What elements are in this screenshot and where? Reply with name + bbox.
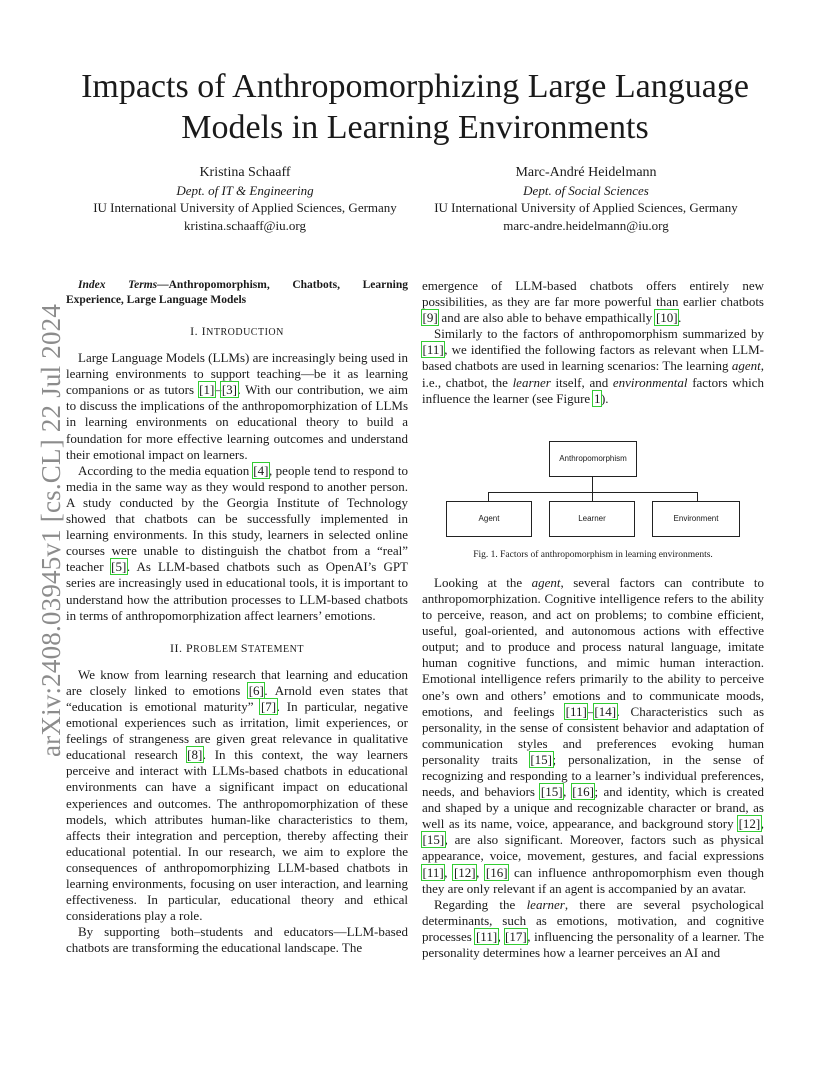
citation-link[interactable]: [15] bbox=[530, 751, 553, 767]
arxiv-identifier-stamp bbox=[0, 0, 66, 1072]
figure-anthropomorphism-factors bbox=[422, 421, 764, 541]
agent-paragraph: Looking at the agent, several factors can contribute to anthropomorphization. Cognitive intelligence refers to the ability to perceive, reason, and act on problems; to combine efficient, useful, goal-oriented, and autonomous actions with effective output; and to produce and process natural language, imitate human cognitive functions, and mimic human interaction. Emotional intelligence refers primarily to the ability to perceive one’s own and others’ emotions and to communicate moods, emotions, and feelings [11]–[14]. Characteristics such as personality, in the sense of consistent behavior and adaptation of communication styles and preferences evoking human personality traits [15]; personalization, in the sense of recognizing and responding to a learner’s individual preferences, needs, and behaviors [15], [16]; and identity, which is created and shaped by a unique and recognizable character or brand, as well as its name, voice, appearance, and background story [12], [15], are also significant. Moreover, factors such as physical appearance, voice, movement, gestures, and facial expressions [11], [12], [16] can influence anthropomorphism even though they are only relevant if an agent is accompanied by an avatar. bbox=[422, 574, 765, 896]
author-name: Marc-André Heidelmann bbox=[515, 165, 657, 180]
author-block-2 bbox=[411, 164, 761, 234]
citation-link[interactable]: [14] bbox=[594, 703, 617, 719]
citation-link[interactable]: [10] bbox=[655, 310, 678, 326]
author-department: Dept. of Social Sciences bbox=[523, 182, 649, 198]
section-heading-problem-statement: II. PROBLEM STATEMENT bbox=[169, 640, 304, 655]
index-terms bbox=[66, 278, 408, 307]
diagram-connector bbox=[592, 492, 593, 501]
paper-title: Impacts of Anthropomorphizing Large Language Models in Learning Environments bbox=[81, 68, 749, 146]
citation-link[interactable]: [7] bbox=[260, 698, 277, 714]
citation-link[interactable]: [15] bbox=[422, 832, 445, 848]
diagram-connector bbox=[488, 492, 489, 501]
citation-link[interactable]: [16] bbox=[485, 864, 508, 880]
index-terms-list: —Anthropomorphism, Chatbots, Learning Experience, Large Language Models bbox=[66, 279, 408, 306]
left-column bbox=[66, 278, 408, 956]
diagram-connector bbox=[697, 492, 698, 501]
author-name: Kristina Schaaff bbox=[199, 165, 291, 180]
figure-caption: Fig. 1. Factors of anthropomorphism in learning environments. bbox=[473, 549, 713, 560]
problem-paragraph-3: Similarly to the factors of anthropomorphism summarized by [11], we identified the following factors as relevant when LLM-based chatbots are used in learning scenarios: The learning agent, i.e., chatbot, the learner itself, and environmental factors which influence the learner (see Figure 1). bbox=[422, 326, 765, 406]
diagram-node-learner: Learner bbox=[549, 501, 635, 537]
diagram-node-environment: Environment bbox=[652, 501, 740, 537]
author-email: kristina.schaaff@iu.org bbox=[184, 217, 306, 233]
citation-link[interactable]: [12] bbox=[453, 864, 476, 880]
problem-paragraph-2: By supporting both–students and educators—LLM-based chatbots are transforming the educational landscape. The bbox=[66, 924, 408, 956]
diagram-connector bbox=[592, 476, 593, 492]
problem-paragraph-1: We know from learning research that learning and education are closely linked to emotions [6]. Arnold even states that “education is emotional maturity” [7]. In particular, negative emotional experiences such as irritation, limit experiences, or feelings of strangeness are given great relevance in qualitative educational research [8]. In this context, the way learners perceive and interact with LLMs-based chatbots in educational environments can have a significant impact on educational experiences and outcomes. The anthropomorphization of these models, which attributes human-like characteristics to them, affects their integration and perception, thereby affecting their educational potential. In our research, we aim to explore the consequences of anthropomorphizing LLM-based chatbots in learning environments, focusing on user interaction, and learning effectiveness. In particular, educational theory and ethical considerations play a role. bbox=[66, 666, 409, 924]
citation-link[interactable]: [17] bbox=[505, 928, 527, 944]
figure-link[interactable]: 1 bbox=[593, 390, 601, 406]
index-terms-label: Index Terms bbox=[78, 279, 158, 291]
author-institution: IU International University of Applied Sciences, Germany bbox=[434, 200, 738, 215]
arxiv-id: arXiv:2408.03945v1 [cs.CL] 22 Jul 2024 bbox=[36, 303, 66, 757]
author-email: marc-andre.heidelmann@iu.org bbox=[503, 217, 669, 233]
citation-link[interactable]: [5] bbox=[111, 559, 127, 575]
section-heading-introduction: I. INTRODUCTION bbox=[190, 324, 284, 338]
citation-link[interactable]: [11] bbox=[565, 703, 587, 719]
citation-link[interactable]: [1] bbox=[199, 382, 215, 398]
citation-link[interactable]: [12] bbox=[738, 816, 761, 832]
citation-link[interactable]: [9] bbox=[422, 310, 438, 326]
citation-link[interactable]: [11] bbox=[422, 864, 444, 880]
citation-link[interactable]: [11] bbox=[422, 342, 444, 358]
author-institution: IU International University of Applied Sciences, Germany bbox=[93, 200, 397, 215]
citation-link[interactable]: [6] bbox=[248, 682, 264, 698]
intro-paragraph-1: Large Language Models (LLMs) are increasingly being used in learning environments to support teaching—be it as learning companions or as tutors [1]–[3]. With our contribution, we aim to discuss the implications of the anthropomorphization of LLMs in learning environments on educational theory to build a foundation for more effective learning outcomes and understand their emotional impact on learners. bbox=[66, 350, 409, 462]
diagram-node-agent: Agent bbox=[446, 501, 532, 537]
author-block-1 bbox=[70, 164, 420, 234]
citation-link[interactable]: [4] bbox=[253, 462, 269, 478]
learner-paragraph: Regarding the learner, there are several psychological determinants, such as emotions, motivation, and cognitive processes [11], [17], influencing the personality of a learner. The personality determines how a learner perceives an AI and bbox=[422, 896, 764, 960]
citation-link[interactable]: [15] bbox=[540, 784, 563, 800]
citation-link[interactable]: [16] bbox=[572, 784, 594, 800]
citation-link[interactable]: [8] bbox=[187, 747, 203, 763]
citation-link[interactable]: [3] bbox=[221, 382, 238, 398]
right-column bbox=[422, 278, 764, 961]
author-department: Dept. of IT & Engineering bbox=[176, 182, 314, 198]
citation-link[interactable]: [11] bbox=[475, 928, 498, 944]
diagram-node-anthropomorphism: Anthropomorphism bbox=[549, 441, 637, 477]
problem-paragraph-2-continued: emergence of LLM-based chatbots offers entirely new possibilities, as they are far more powerful than earlier chatbots [9] and are also able to behave empathically [10]. bbox=[422, 278, 764, 326]
intro-paragraph-2: According to the media equation [4], people tend to respond to media in the same way as they would respond to another person. A study conducted by the Georgia Institute of Technology showed that chatbots can be successfully implemented in learning environments. In this study, learners in selected online courses were unable to distinguish the chatbot from a “real” teacher [5]. As LLM-based chatbots such as OpenAI’s GPT series are increasingly used in educational tools, it is important to understand how the attribution processes to LLM-based chatbots in terms of anthropomorphization affect learners’ emotions. bbox=[66, 462, 409, 623]
